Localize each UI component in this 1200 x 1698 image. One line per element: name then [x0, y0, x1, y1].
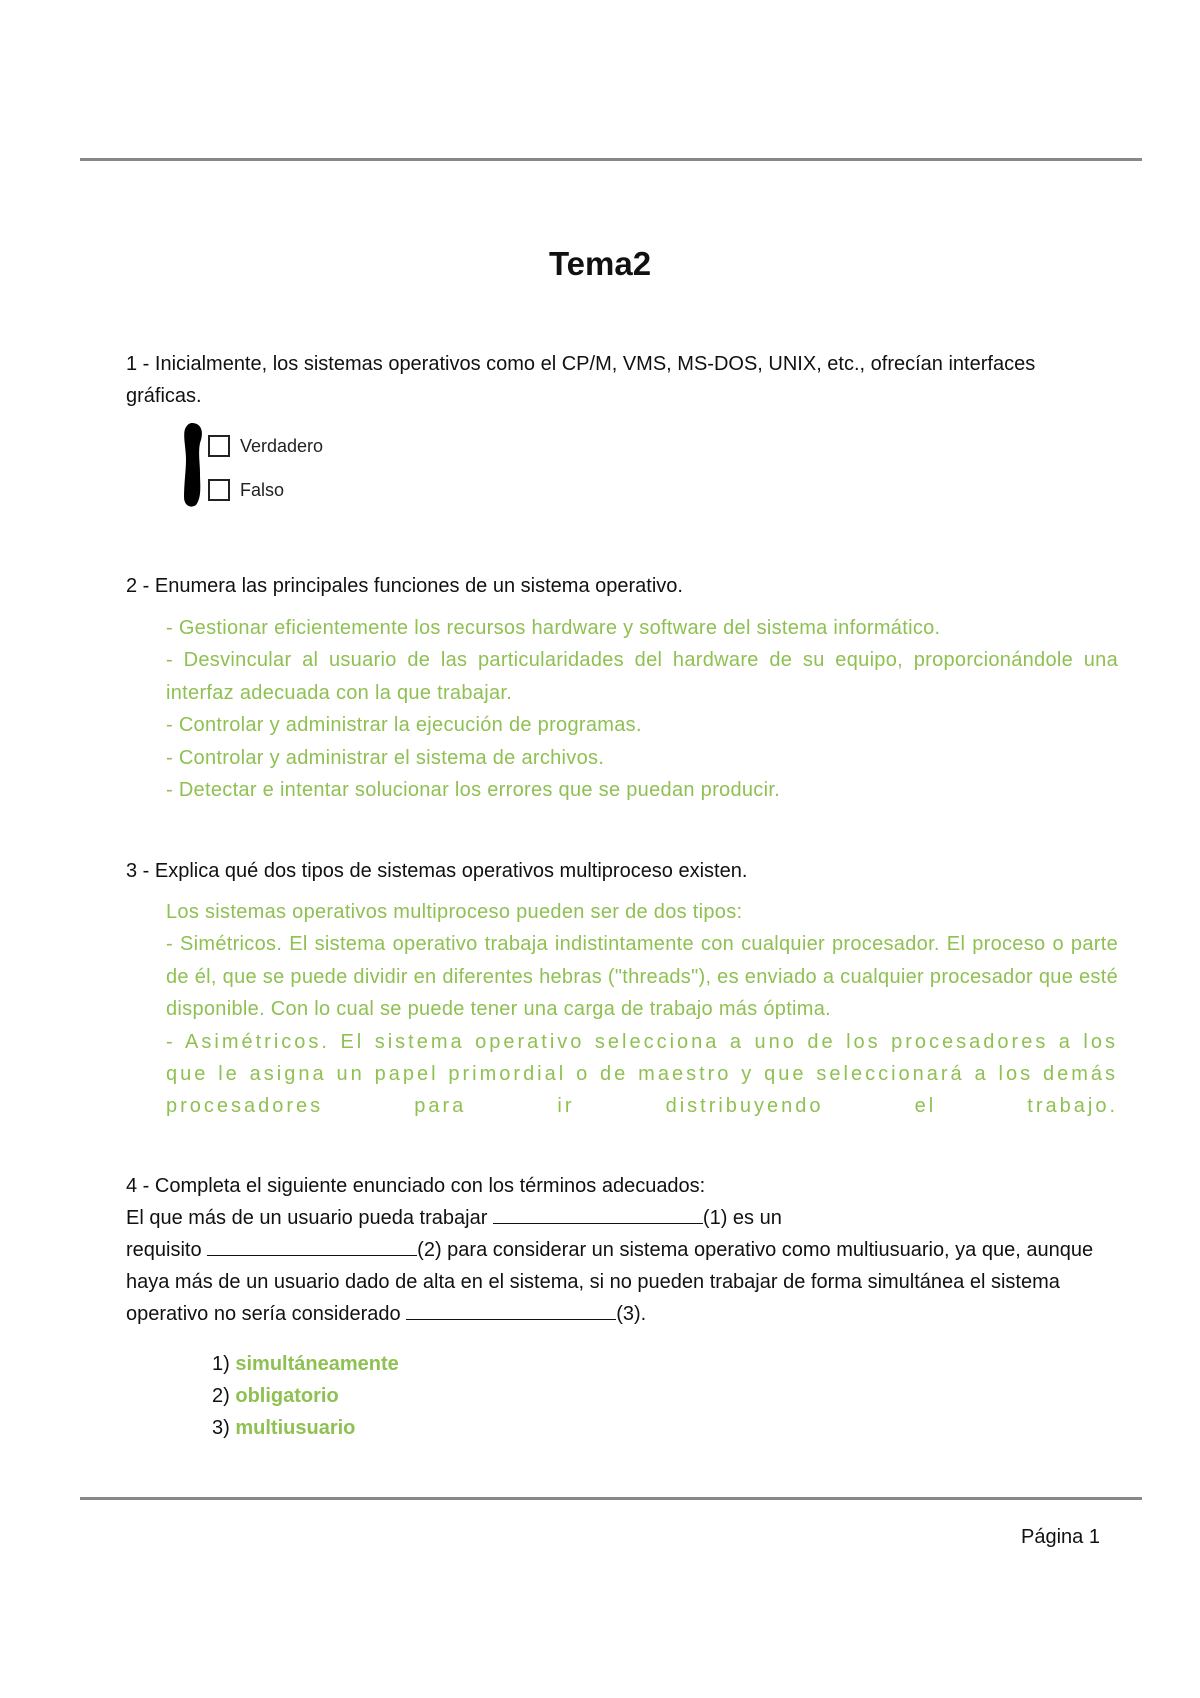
question-2: 2 - Enumera las principales funciones de un sistema operativo. [126, 575, 683, 597]
checkbox-verdadero[interactable] [208, 435, 230, 457]
statement-text: (1) es un [702, 1207, 782, 1229]
scribble-mark-icon [178, 419, 206, 509]
statement-text: requisito [126, 1239, 208, 1261]
question-4-heading: 4 - Completa el siguiente enunciado con los términos adecuados: [126, 1175, 706, 1197]
statement-text: (3). [616, 1303, 647, 1325]
question-3: 3 - Explica qué dos tipos de sistemas operativos multiproceso existen. [126, 860, 748, 882]
option-falso[interactable] [208, 476, 284, 504]
option-label: Falso [240, 479, 285, 500]
blank-2 [207, 1235, 417, 1256]
page-title: Tema2 [548, 245, 652, 282]
answer-3 [166, 896, 1118, 1123]
fill-answer-item: 2) obligatorio [212, 1385, 339, 1407]
question-1: 1 - Inicialmente, los sistemas operativos como el CP/M, VMS, MS-DOS, UNIX, etc., ofrecían interfaces gráficas. [126, 353, 1036, 407]
footer-rule [80, 1497, 1142, 1500]
page-number: Página 1 [1021, 1526, 1100, 1548]
question-4 [126, 1170, 1106, 1330]
answer-line: - Simétricos. El sistema operativo trabaja indistintamente con cualquier procesador. El proceso o parte de él, que se puede dividir en diferentes hebras ("threads"), es enviado a cualquier procesador que esté disponible. Con lo cual se puede tener una carga de trabajo más óptima. [166, 933, 1118, 1021]
answer-line: - Gestionar eficientemente los recursos hardware y software del sistema informático. [166, 617, 941, 639]
fill-answer-item: 1) simultáneamente [212, 1353, 399, 1375]
answer-line: - Detectar e intentar solucionar los errores que se puedan producir. [166, 779, 781, 802]
fill-answers [212, 1348, 399, 1444]
fill-answer-item: 3) multiusuario [212, 1417, 356, 1439]
option-label: Verdadero [240, 435, 324, 456]
checkbox-falso[interactable] [208, 479, 230, 501]
statement-text: El que más de un usuario pueda trabajar [126, 1207, 493, 1229]
answer-line: - Controlar y administrar la ejecución de programas. [166, 714, 642, 737]
answer-line: - Controlar y administrar el sistema de archivos. [166, 746, 605, 769]
header-rule [80, 158, 1142, 161]
question-4-statement [126, 1202, 1106, 1330]
blank-3 [406, 1299, 616, 1320]
statement-text: (2) para considerar un sistema operativo como multiusuario, ya que, aunque haya más de un usuario dado de alta en el sistema, si no pueden trabajar de forma simultánea el sistema operativo no sería considerado [126, 1239, 1094, 1325]
answer-line: Los sistemas operativos multiproceso pueden ser de dos tipos: [166, 901, 743, 923]
blank-1 [493, 1203, 703, 1224]
answer-line: - Asimétricos. El sistema operativo selecciona a uno de los procesadores a los que le asigna un papel primordial o de maestro y que seleccionará a los demás procesadores para ir distribuyendo el trabajo. [166, 1030, 1118, 1118]
answer-line: - Desvincular al usuario de las particularidades del hardware de su equipo, proporcionándole una interfaz adecuada con la que trabajar. [166, 649, 1118, 704]
option-verdadero[interactable] [208, 432, 323, 460]
answer-2 [166, 612, 1118, 806]
